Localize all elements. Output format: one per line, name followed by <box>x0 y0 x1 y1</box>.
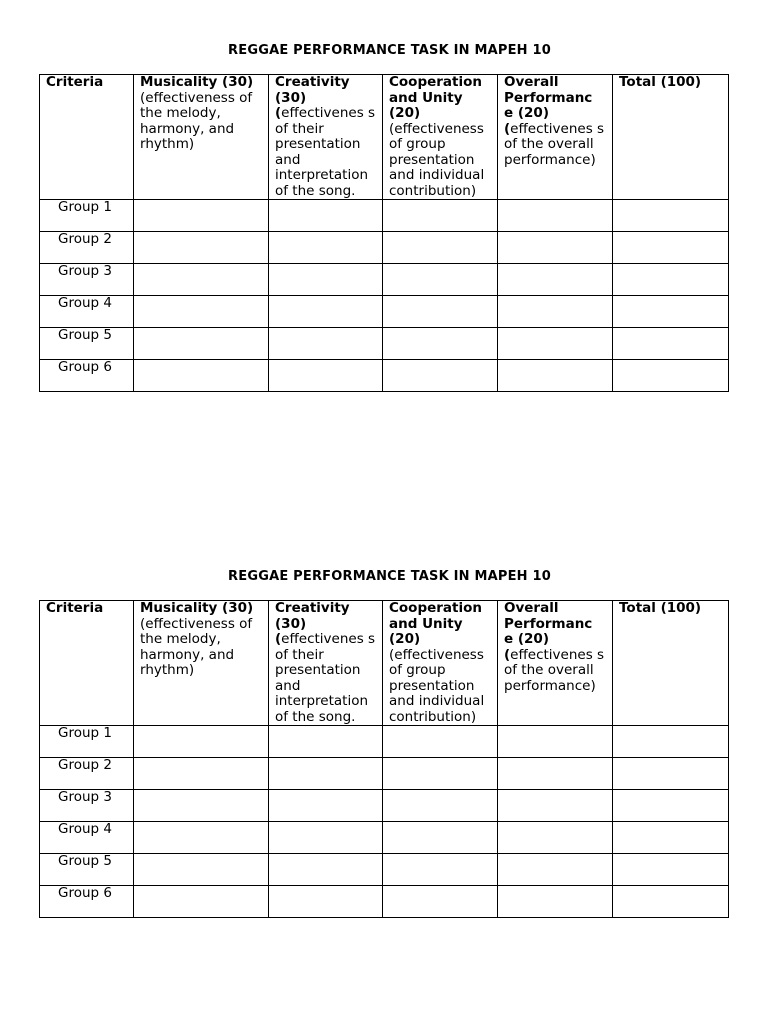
overall-score-cell[interactable] <box>498 758 613 790</box>
creativity-score-cell[interactable] <box>269 758 383 790</box>
creativity-score-cell[interactable] <box>269 264 383 296</box>
table-row <box>40 854 729 886</box>
creativity-name: Creativity (30) ( <box>275 74 350 121</box>
table-row <box>40 200 729 232</box>
group-label: Group 6 <box>40 886 134 918</box>
group-label: Group 1 <box>40 200 134 232</box>
creativity-name: Creativity (30) ( <box>275 600 350 647</box>
cooperation-score-cell[interactable] <box>383 328 498 360</box>
total-score-cell[interactable] <box>613 790 729 822</box>
creativity-score-cell[interactable] <box>269 296 383 328</box>
cooperation-score-cell[interactable] <box>383 758 498 790</box>
rubric-block-2 <box>39 569 728 918</box>
overall-desc: effectivenes s of the overall performance) <box>504 646 605 694</box>
overall-score-cell[interactable] <box>498 200 613 232</box>
table-row <box>40 758 729 790</box>
table-row <box>40 264 729 296</box>
cooperation-score-cell[interactable] <box>383 360 498 392</box>
total-score-cell[interactable] <box>613 360 729 392</box>
cooperation-score-cell[interactable] <box>383 726 498 758</box>
overall-score-cell[interactable] <box>498 296 613 328</box>
musicality-desc: (effectiveness of the melody, harmony, and rhythm) <box>140 89 253 152</box>
creativity-score-cell[interactable] <box>269 886 383 918</box>
musicality-score-cell[interactable] <box>134 296 269 328</box>
header-musicality <box>134 75 269 200</box>
rubric-title: REGGAE PERFORMANCE TASK IN MAPEH 10 <box>228 43 551 58</box>
musicality-score-cell[interactable] <box>134 232 269 264</box>
overall-score-cell[interactable] <box>498 790 613 822</box>
overall-score-cell[interactable] <box>498 822 613 854</box>
table-row <box>40 886 729 918</box>
header-musicality <box>134 601 269 726</box>
musicality-score-cell[interactable] <box>134 822 269 854</box>
creativity-score-cell[interactable] <box>269 822 383 854</box>
cooperation-score-cell[interactable] <box>383 264 498 296</box>
header-total <box>613 75 729 200</box>
table-row <box>40 232 729 264</box>
group-label: Group 4 <box>40 296 134 328</box>
overall-score-cell[interactable] <box>498 232 613 264</box>
total-score-cell[interactable] <box>613 232 729 264</box>
total-score-cell[interactable] <box>613 200 729 232</box>
rubric-block-1 <box>39 43 728 392</box>
overall-name: Overall Performanc e (20) ( <box>504 600 593 663</box>
cooperation-score-cell[interactable] <box>383 200 498 232</box>
overall-score-cell[interactable] <box>498 854 613 886</box>
header-total <box>613 601 729 726</box>
overall-desc: effectivenes s of the overall performance) <box>504 120 605 168</box>
group-label: Group 3 <box>40 790 134 822</box>
musicality-name: Musicality (30) <box>140 600 254 616</box>
overall-score-cell[interactable] <box>498 360 613 392</box>
header-criteria <box>40 601 134 726</box>
total-score-cell[interactable] <box>613 726 729 758</box>
group-label: Group 6 <box>40 360 134 392</box>
cooperation-desc: (effectiveness of group presentation and individual contribution) <box>389 120 485 199</box>
group-label: Group 2 <box>40 758 134 790</box>
cooperation-score-cell[interactable] <box>383 232 498 264</box>
header-row <box>40 75 729 200</box>
header-criteria <box>40 75 134 200</box>
table-row <box>40 726 729 758</box>
musicality-score-cell[interactable] <box>134 360 269 392</box>
overall-score-cell[interactable] <box>498 328 613 360</box>
musicality-score-cell[interactable] <box>134 726 269 758</box>
rubric-table <box>39 74 729 392</box>
group-label: Group 1 <box>40 726 134 758</box>
musicality-desc: (effectiveness of the melody, harmony, and rhythm) <box>140 615 253 678</box>
musicality-score-cell[interactable] <box>134 886 269 918</box>
table-row <box>40 822 729 854</box>
table-row <box>40 790 729 822</box>
total-name: Total (100) <box>619 600 702 616</box>
total-score-cell[interactable] <box>613 822 729 854</box>
total-score-cell[interactable] <box>613 886 729 918</box>
cooperation-score-cell[interactable] <box>383 886 498 918</box>
musicality-score-cell[interactable] <box>134 758 269 790</box>
cooperation-name: Cooperation and Unity (20) <box>389 600 483 647</box>
header-overall <box>498 75 613 200</box>
musicality-score-cell[interactable] <box>134 200 269 232</box>
header-creativity <box>269 75 383 200</box>
group-label: Group 5 <box>40 328 134 360</box>
musicality-name: Musicality (30) <box>140 74 254 90</box>
overall-name: Overall Performanc e (20) ( <box>504 74 593 137</box>
header-cooperation <box>383 601 498 726</box>
total-score-cell[interactable] <box>613 854 729 886</box>
header-creativity <box>269 601 383 726</box>
cooperation-score-cell[interactable] <box>383 790 498 822</box>
musicality-score-cell[interactable] <box>134 264 269 296</box>
overall-score-cell[interactable] <box>498 886 613 918</box>
cooperation-score-cell[interactable] <box>383 854 498 886</box>
group-label: Group 2 <box>40 232 134 264</box>
overall-score-cell[interactable] <box>498 264 613 296</box>
group-label: Group 3 <box>40 264 134 296</box>
total-score-cell[interactable] <box>613 328 729 360</box>
cooperation-name: Cooperation and Unity (20) <box>389 74 483 121</box>
creativity-score-cell[interactable] <box>269 726 383 758</box>
creativity-score-cell[interactable] <box>269 854 383 886</box>
rubric-title: REGGAE PERFORMANCE TASK IN MAPEH 10 <box>228 569 551 584</box>
creativity-score-cell[interactable] <box>269 360 383 392</box>
total-score-cell[interactable] <box>613 264 729 296</box>
creativity-score-cell[interactable] <box>269 328 383 360</box>
cooperation-score-cell[interactable] <box>383 296 498 328</box>
creativity-score-cell[interactable] <box>269 200 383 232</box>
total-score-cell[interactable] <box>613 296 729 328</box>
creativity-desc: effectivenes s of their presentation and interpretation of the song. <box>275 631 376 725</box>
cooperation-desc: (effectiveness of group presentation and individual contribution) <box>389 646 485 725</box>
table-row <box>40 328 729 360</box>
rubric-table <box>39 600 729 918</box>
header-overall <box>498 601 613 726</box>
creativity-score-cell[interactable] <box>269 232 383 264</box>
group-label: Group 4 <box>40 822 134 854</box>
musicality-score-cell[interactable] <box>134 790 269 822</box>
table-row <box>40 360 729 392</box>
header-row <box>40 601 729 726</box>
creativity-desc: effectivenes s of their presentation and interpretation of the song. <box>275 105 376 199</box>
musicality-score-cell[interactable] <box>134 328 269 360</box>
total-score-cell[interactable] <box>613 758 729 790</box>
creativity-score-cell[interactable] <box>269 790 383 822</box>
overall-score-cell[interactable] <box>498 726 613 758</box>
musicality-score-cell[interactable] <box>134 854 269 886</box>
criteria-label: Criteria <box>46 74 104 90</box>
criteria-label: Criteria <box>46 600 104 616</box>
header-cooperation <box>383 75 498 200</box>
table-row <box>40 296 729 328</box>
cooperation-score-cell[interactable] <box>383 822 498 854</box>
group-label: Group 5 <box>40 854 134 886</box>
total-name: Total (100) <box>619 74 702 90</box>
